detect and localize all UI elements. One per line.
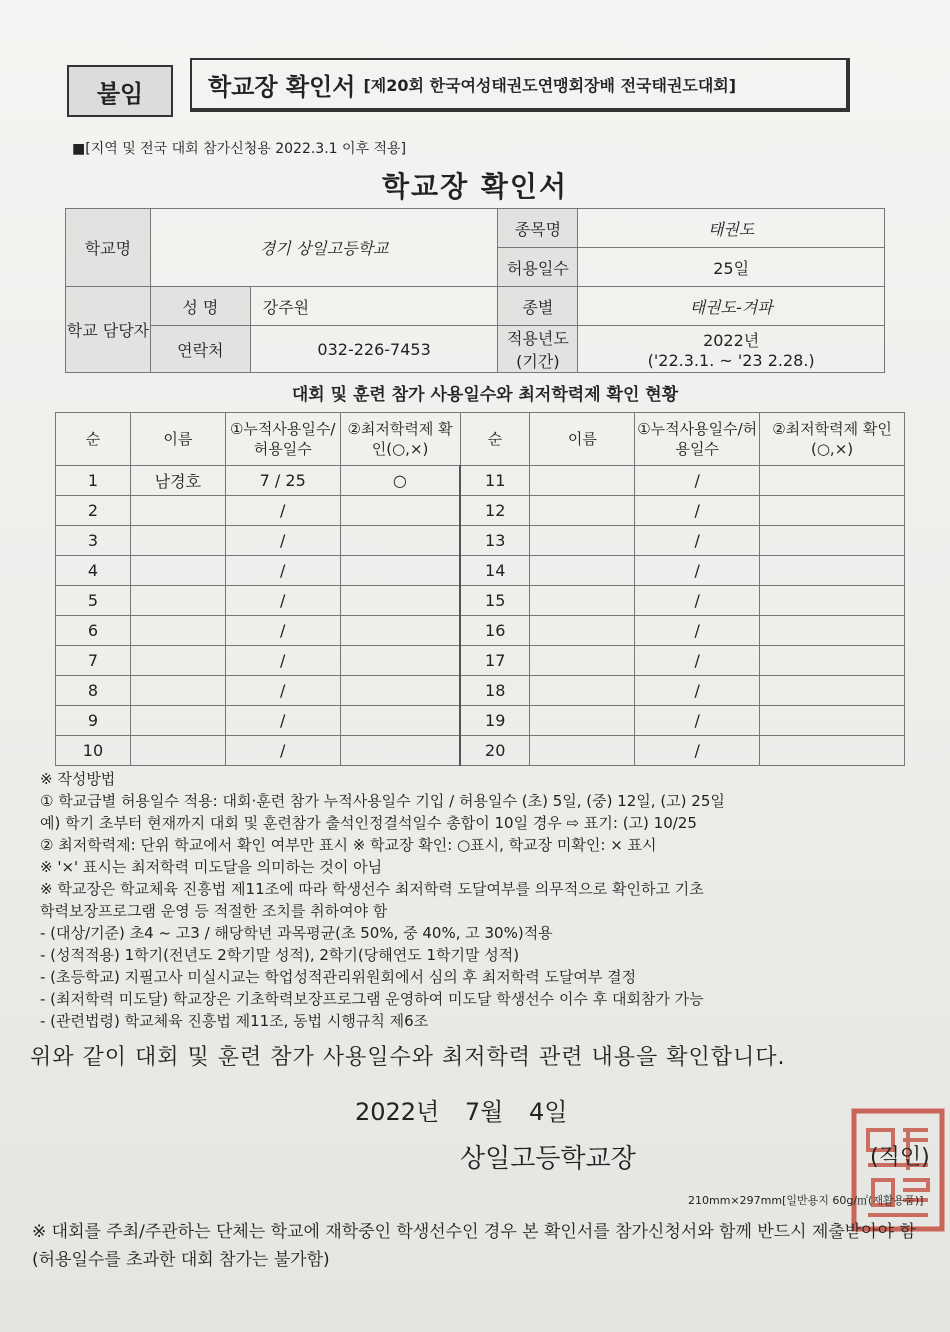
event-type-label: 종별 [498,287,578,326]
row-name-cell: 남경호 [130,466,225,496]
document-title: 학교장 확인서 [381,170,569,203]
attachment-tag: 붙임 [67,65,173,117]
contact-label: 연락처 [150,326,250,373]
row-no-cell: 1 [56,466,131,496]
row-name-cell [530,586,635,616]
row-no-cell: 19 [460,706,530,736]
school-label: 학교명 [66,209,151,287]
table-row [56,676,905,706]
row-name-cell [530,676,635,706]
sport-value: 태권도 [578,209,885,248]
header-days: ①누적사용일수/허용일수 [225,413,340,466]
row-days-cell: / [225,676,340,706]
row-name-cell [130,616,225,646]
table-row [56,466,905,496]
year-value: 2022년 [703,331,760,350]
row-check-cell [340,646,460,676]
row-days-cell: / [225,646,340,676]
instruction-line: ① 학교급별 허용일수 적용: 대회·훈련 참가 누적사용일수 기입 / 허용일수 (초) 5일, (중) 12일, (고) 25일 [40,792,725,810]
header-check-right: ②최저학력제 확인(○,×) [760,413,905,466]
row-days-cell: / [635,496,760,526]
row-no-cell: 20 [460,736,530,766]
row-check-cell [760,556,905,586]
allowed-days-value: 25일 [578,248,885,287]
row-no-cell: 8 [56,676,131,706]
row-name-cell [130,706,225,736]
row-no-cell: 12 [460,496,530,526]
instruction-line: ※ '×' 표시는 최저학력 미도달을 의미하는 것이 아님 [40,858,383,876]
table-row [56,736,905,766]
row-name-cell [530,496,635,526]
header-box [190,58,850,112]
row-check-cell [340,676,460,706]
table-row [56,706,905,736]
period-value: ('22.3.1. ~ '23 2.28.) [647,351,815,370]
row-check-cell [340,706,460,736]
row-name-cell [130,736,225,766]
paper-size: 210mm×297mm[일반용지 60g/㎡(재활용품)] [688,1194,924,1207]
row-name-cell [530,736,635,766]
row-no-cell: 3 [56,526,131,556]
row-name-cell [530,706,635,736]
instruction-line: 예) 학기 초부터 현재까지 대회 및 훈련참가 출석인정결석일수 총합이 10일 경우 ⇨ 표기: (고) 10/25 [40,814,697,832]
confirm-date: 2022년 7월 4일 [355,1098,568,1126]
row-name-cell [130,586,225,616]
row-no-cell: 5 [56,586,131,616]
row-days-cell: / [225,736,340,766]
row-days-cell: / [635,736,760,766]
instruction-line: - (성적적용) 1학기(전년도 2학기말 성적), 2학기(당해연도 1학기말 성적) [40,946,520,964]
row-no-cell: 15 [460,586,530,616]
header-name: 이름 [130,413,225,466]
instruction-line: - (최저학력 미도달) 학교장은 기초학력보장프로그램 운영하여 미도달 학생선수 이수 후 대회참가 가능 [40,990,704,1008]
year-label: 적용년도 (기간) [498,326,578,373]
manager-label: 학교 담당자 [66,287,151,373]
instruction-line: - (초등학교) 지필고사 미실시교는 학업성적관리위원회에서 심의 후 최저학력 도달여부 결정 [40,968,637,986]
row-days-cell: / [635,616,760,646]
header-event: [제20회 한국여성태권도연맹회장배 전국태권도대회] [363,75,737,95]
row-days-cell: 7 / 25 [225,466,340,496]
row-check-cell: ○ [340,466,460,496]
row-check-cell [340,586,460,616]
row-days-cell: / [225,496,340,526]
row-no-cell: 9 [56,706,131,736]
row-check-cell [340,736,460,766]
status-table [55,412,905,766]
table-row [56,526,905,556]
year-cell [578,326,885,373]
row-no-cell: 18 [460,676,530,706]
row-check-cell [760,736,905,766]
section-subheading: 대회 및 훈련 참가 사용일수와 최저학력제 확인 현황 [291,385,679,405]
contact-value: 032-226-7453 [250,326,498,373]
row-check-cell [340,616,460,646]
sport-label: 종목명 [498,209,578,248]
table-row [56,616,905,646]
row-days-cell: / [225,706,340,736]
header-days-right: ①누적사용일수/허용일수 [635,413,760,466]
row-no-cell: 14 [460,556,530,586]
row-name-cell [530,616,635,646]
row-name-cell [530,466,635,496]
row-no-cell: 10 [56,736,131,766]
event-type-value: 태권도-겨파 [578,287,885,326]
row-days-cell: / [635,556,760,586]
allowed-days-label: 허용일수 [498,248,578,287]
row-no-cell: 4 [56,556,131,586]
top-note: ■[지역 및 전국 대회 참가신청용 2022.3.1 이후 적용] [72,141,407,157]
row-check-cell [340,496,460,526]
row-name-cell [530,556,635,586]
table-row [56,586,905,616]
row-days-cell: / [635,526,760,556]
instruction-line: ※ 학교장은 학교체육 진흥법 제11조에 따라 학생선수 최저학력 도달여부를 의무적으로 확인하고 기초 [40,880,704,898]
instruction-line: - (관련법령) 학교체육 진흥법 제11조, 동법 시행규칙 제6조 [40,1012,429,1030]
header-title: 학교장 확인서 [208,72,356,101]
row-no-cell: 17 [460,646,530,676]
row-days-cell: / [225,526,340,556]
row-days-cell: / [225,616,340,646]
row-no-cell: 11 [460,466,530,496]
seal-label: (직인) [870,1145,930,1170]
row-name-cell [130,496,225,526]
row-no-cell: 16 [460,616,530,646]
name-value: 강주원 [250,287,498,326]
instruction-line: 학력보장프로그램 운영 등 적절한 조치를 취하여야 함 [40,902,388,920]
row-check-cell [760,526,905,556]
header-check: ②최저학력제 확인(○,×) [340,413,460,466]
instruction-line: ※ 작성방법 [40,770,116,788]
row-name-cell [130,556,225,586]
row-check-cell [340,556,460,586]
header-no: 순 [56,413,131,466]
row-days-cell: / [635,676,760,706]
header-no-right: 순 [460,413,530,466]
row-name-cell [130,526,225,556]
bottom-note: ※ 대회를 주최/주관하는 단체는 학교에 재학중인 학생선수인 경우 본 확인서를 참가신청서와 함께 반드시 제출받아야 함(허용일수를 초과한 대회 참가는 불가함) [32,1222,916,1270]
row-check-cell [760,676,905,706]
row-name-cell [530,646,635,676]
row-no-cell: 6 [56,616,131,646]
row-check-cell [760,616,905,646]
row-name-cell [130,676,225,706]
info-table [65,208,885,373]
row-days-cell: / [225,586,340,616]
row-check-cell [760,466,905,496]
row-check-cell [760,586,905,616]
row-check-cell [760,646,905,676]
header-name-right: 이름 [530,413,635,466]
principal-name: 상일고등학교장 [460,1144,636,1174]
instruction-line: - (대상/기준) 초4 ~ 고3 / 해당학년 과목평균(초 50%, 중 40%, 고 30%)적용 [40,924,553,942]
row-no-cell: 13 [460,526,530,556]
row-check-cell [760,706,905,736]
row-no-cell: 7 [56,646,131,676]
row-days-cell: / [635,646,760,676]
row-check-cell [760,496,905,526]
instruction-line: ② 최저학력제: 단위 학교에서 확인 여부만 표시 ※ 학교장 확인: ○표시, 학교장 미확인: × 표시 [40,836,657,854]
row-days-cell: / [635,586,760,616]
school-value: 경기 상일고등학교 [150,209,498,287]
instructions [40,768,920,1032]
table-row [56,496,905,526]
row-days-cell: / [225,556,340,586]
row-no-cell: 2 [56,496,131,526]
table-row [56,646,905,676]
row-check-cell [340,526,460,556]
row-days-cell: / [635,706,760,736]
table-row [56,556,905,586]
row-days-cell: / [635,466,760,496]
confirm-text: 위와 같이 대회 및 훈련 참가 사용일수와 최저학력 관련 내용을 확인합니다. [30,1045,786,1070]
row-name-cell [530,526,635,556]
name-label: 성 명 [150,287,250,326]
row-name-cell [130,646,225,676]
